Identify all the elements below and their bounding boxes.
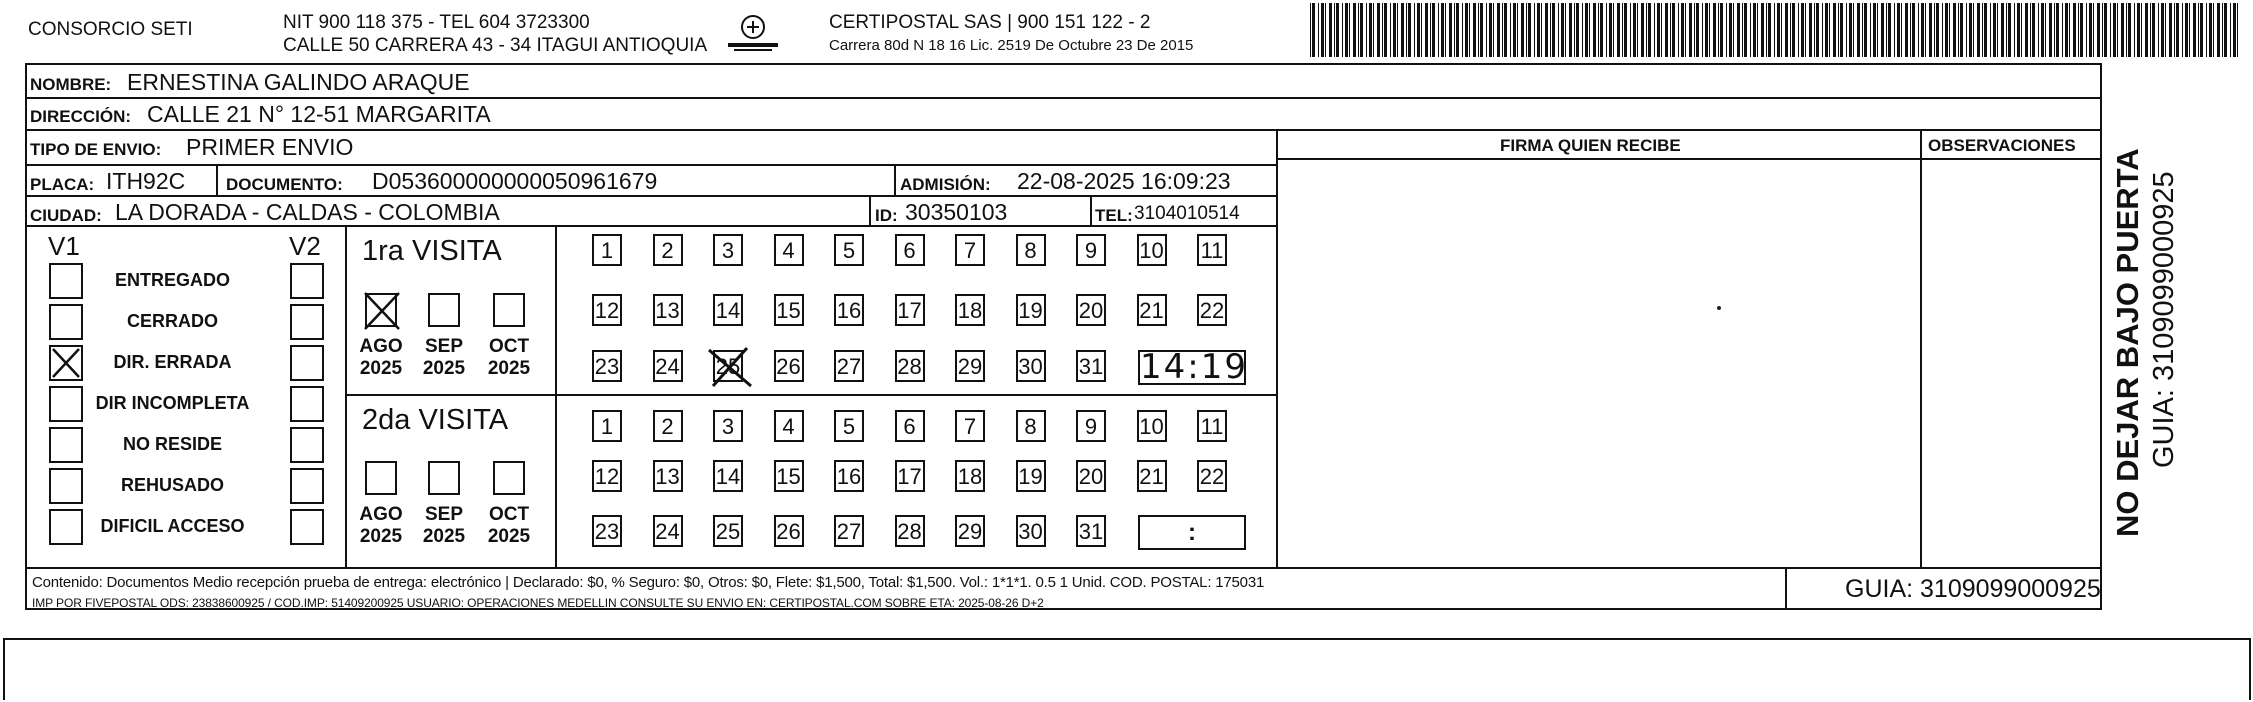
month-year: 2025 — [487, 358, 531, 379]
month-checkbox[interactable] — [365, 293, 397, 327]
observaciones-header: OBSERVACIONES — [1928, 136, 2076, 155]
day-box[interactable]: 27 — [834, 350, 864, 382]
day-box[interactable]: 10 — [1137, 410, 1167, 442]
nombre-value: ERNESTINA GALINDO ARAQUE — [127, 69, 470, 95]
month-checkbox[interactable] — [365, 461, 397, 495]
day-box[interactable]: 3 — [713, 234, 743, 266]
documento-label: DOCUMENTO: — [226, 175, 343, 194]
company-name: CONSORCIO SETI — [28, 19, 193, 40]
v1-label: V1 — [48, 231, 80, 261]
x-mark-icon — [707, 346, 753, 395]
day-box[interactable]: 26 — [774, 515, 804, 547]
id-value: 30350103 — [905, 199, 1008, 225]
day-box[interactable]: 12 — [592, 294, 622, 326]
time-value: : — [1188, 519, 1196, 546]
signature-dot — [1717, 306, 1721, 310]
day-box[interactable]: 21 — [1137, 294, 1167, 326]
day-box[interactable]: 31 — [1076, 515, 1106, 547]
day-box[interactable]: 27 — [834, 515, 864, 547]
imp-line: IMP POR FIVEPOSTAL ODS: 23838600925 / COD.IMP: 51409200925 USUARIO: OPERACIONES MEDELLIN CONSULTE SU ENVIO EN: CERTIPOSTAL.COM SOBRE ETA: 2025-08-26 D+2 — [32, 596, 1044, 610]
admision-label: ADMISIÓN: — [900, 175, 991, 194]
documento-value: D053600000000050961679 — [372, 168, 658, 194]
month-name: AGO — [359, 504, 403, 525]
day-box[interactable]: 4 — [774, 410, 804, 442]
status-label: DIFICIL ACCESO — [100, 516, 245, 536]
direccion-value: CALLE 21 N° 12-51 MARGARITA — [147, 101, 491, 127]
day-box[interactable]: 1 — [592, 410, 622, 442]
day-box[interactable]: 16 — [834, 294, 864, 326]
day-box[interactable]: 17 — [895, 460, 925, 492]
day-box[interactable]: 26 — [774, 350, 804, 382]
status-label: ENTREGADO — [114, 270, 230, 290]
month-name: OCT — [488, 336, 530, 357]
month-year: 2025 — [359, 358, 403, 379]
side-guia: GUIA: 3109099000925 — [2148, 171, 2180, 468]
time-box[interactable] — [1138, 347, 1248, 387]
nombre-label: NOMBRE: — [30, 75, 112, 94]
day-box[interactable]: 5 — [834, 410, 864, 442]
ciudad-label: CIUDAD: — [30, 206, 102, 225]
status-label: DIR INCOMPLETA — [95, 393, 250, 413]
month-checkbox[interactable] — [493, 461, 525, 495]
month-year: 2025 — [422, 526, 466, 547]
day-box[interactable]: 22 — [1197, 460, 1227, 492]
day-box[interactable]: 8 — [1016, 234, 1046, 266]
day-box[interactable]: 2 — [653, 234, 683, 266]
tipo-envio-value: PRIMER ENVIO — [186, 134, 354, 160]
status-label: DIR. ERRADA — [113, 352, 232, 372]
day-box[interactable]: 20 — [1076, 460, 1106, 492]
admision-value: 22-08-2025 16:09:23 — [1017, 168, 1231, 194]
day-box[interactable]: 23 — [592, 350, 622, 382]
day-box[interactable]: 20 — [1076, 294, 1106, 326]
day-box[interactable]: 24 — [653, 350, 683, 382]
day-box[interactable]: 14 — [713, 294, 743, 326]
barcode-icon — [1310, 3, 2244, 57]
certipostal-logo-icon — [722, 14, 784, 54]
day-box[interactable]: 14 — [713, 460, 743, 492]
status-label: REHUSADO — [120, 475, 224, 495]
day-box[interactable]: 7 — [955, 410, 985, 442]
placa-label: PLACA: — [30, 175, 95, 194]
day-box[interactable]: 17 — [895, 294, 925, 326]
day-box[interactable]: 10 — [1137, 234, 1167, 266]
month-checkbox[interactable] — [428, 461, 460, 495]
day-box[interactable]: 13 — [653, 460, 683, 492]
day-box[interactable]: 24 — [653, 515, 683, 547]
day-box[interactable]: 6 — [895, 234, 925, 266]
day-box[interactable]: 9 — [1076, 234, 1106, 266]
day-box[interactable]: 9 — [1076, 410, 1106, 442]
tipo-envio-label: TIPO DE ENVIO: — [30, 140, 162, 159]
day-box[interactable]: 5 — [834, 234, 864, 266]
address-line: CALLE 50 CARRERA 43 - 34 ITAGUI ANTIOQUIA — [283, 35, 708, 56]
day-box[interactable]: 15 — [774, 460, 804, 492]
day-box[interactable]: 11 — [1197, 234, 1227, 266]
time-box[interactable] — [1138, 515, 1246, 550]
day-box[interactable]: 12 — [592, 460, 622, 492]
day-box[interactable]: 21 — [1137, 460, 1167, 492]
day-box[interactable]: 7 — [955, 234, 985, 266]
id-label: ID: — [875, 206, 898, 225]
license-line: Carrera 80d N 18 16 Lic. 2519 De Octubre 23 De 2015 — [829, 37, 1194, 54]
time-value: 14:19 — [1140, 347, 1248, 387]
day-box[interactable]: 30 — [1016, 515, 1046, 547]
month-name: OCT — [488, 504, 530, 525]
day-box[interactable]: 3 — [713, 410, 743, 442]
v2-label: V2 — [289, 231, 321, 261]
month-name: AGO — [359, 336, 403, 357]
direccion-label: DIRECCIÓN: — [30, 107, 132, 126]
month-year: 2025 — [422, 358, 466, 379]
day-box[interactable]: 15 — [774, 294, 804, 326]
visit1-title: 1ra VISITA — [362, 235, 502, 267]
day-box[interactable]: 18 — [955, 460, 985, 492]
day-box[interactable]: 31 — [1076, 350, 1106, 382]
status-label: CERRADO — [126, 311, 218, 331]
month-year: 2025 — [487, 526, 531, 547]
day-box[interactable]: 18 — [955, 294, 985, 326]
tel-label: TEL: — [1095, 206, 1133, 225]
x-mark-icon — [363, 291, 401, 336]
tel-value: 3104010514 — [1134, 203, 1240, 224]
day-box[interactable]: 25 — [713, 515, 743, 547]
day-box[interactable]: 6 — [895, 410, 925, 442]
nit-line: NIT 900 118 375 - TEL 604 3723300 — [283, 12, 590, 33]
day-box[interactable]: 19 — [1016, 460, 1046, 492]
day-box[interactable]: 1 — [592, 234, 622, 266]
day-box[interactable]: 19 — [1016, 294, 1046, 326]
carrier-line: CERTIPOSTAL SAS | 900 151 122 - 2 — [829, 12, 1151, 33]
month-name: SEP — [424, 504, 464, 525]
day-box[interactable]: 29 — [955, 515, 985, 547]
month-name: SEP — [424, 336, 464, 357]
day-box[interactable]: 4 — [774, 234, 804, 266]
no-dejar-bajo-puerta: NO DEJAR BAJO PUERTA — [2110, 148, 2145, 537]
visit2-title: 2da VISITA — [362, 404, 509, 436]
day-box[interactable]: 29 — [955, 350, 985, 382]
month-year: 2025 — [359, 526, 403, 547]
day-box[interactable]: 28 — [895, 515, 925, 547]
status-label: NO RESIDE — [122, 434, 223, 454]
month-checkbox[interactable] — [428, 293, 460, 327]
ciudad-value: LA DORADA - CALDAS - COLOMBIA — [115, 199, 500, 225]
day-box[interactable]: 16 — [834, 460, 864, 492]
footer-guia: GUIA: 3109099000925 — [1845, 575, 2101, 603]
placa-value: ITH92C — [106, 168, 186, 194]
day-box[interactable]: 25 — [713, 350, 743, 382]
day-box[interactable]: 22 — [1197, 294, 1227, 326]
day-box[interactable]: 30 — [1016, 350, 1046, 382]
firma-header: FIRMA QUIEN RECIBE — [1500, 136, 1681, 155]
day-box[interactable]: 13 — [653, 294, 683, 326]
day-box[interactable]: 28 — [895, 350, 925, 382]
day-box[interactable]: 8 — [1016, 410, 1046, 442]
contenido-line: Contenido: Documentos Medio recepción prueba de entrega: electrónico | Declarado: $0, % Seguro: $0, Otros: $0, Flete: $1,500, Total: $1,500. Vol.: 1*1*1. 0.5 1 Unid. COD. POSTAL: 175031 — [32, 574, 1265, 591]
day-box[interactable]: 23 — [592, 515, 622, 547]
month-checkbox[interactable] — [493, 293, 525, 327]
day-box[interactable]: 11 — [1197, 410, 1227, 442]
day-box[interactable]: 2 — [653, 410, 683, 442]
